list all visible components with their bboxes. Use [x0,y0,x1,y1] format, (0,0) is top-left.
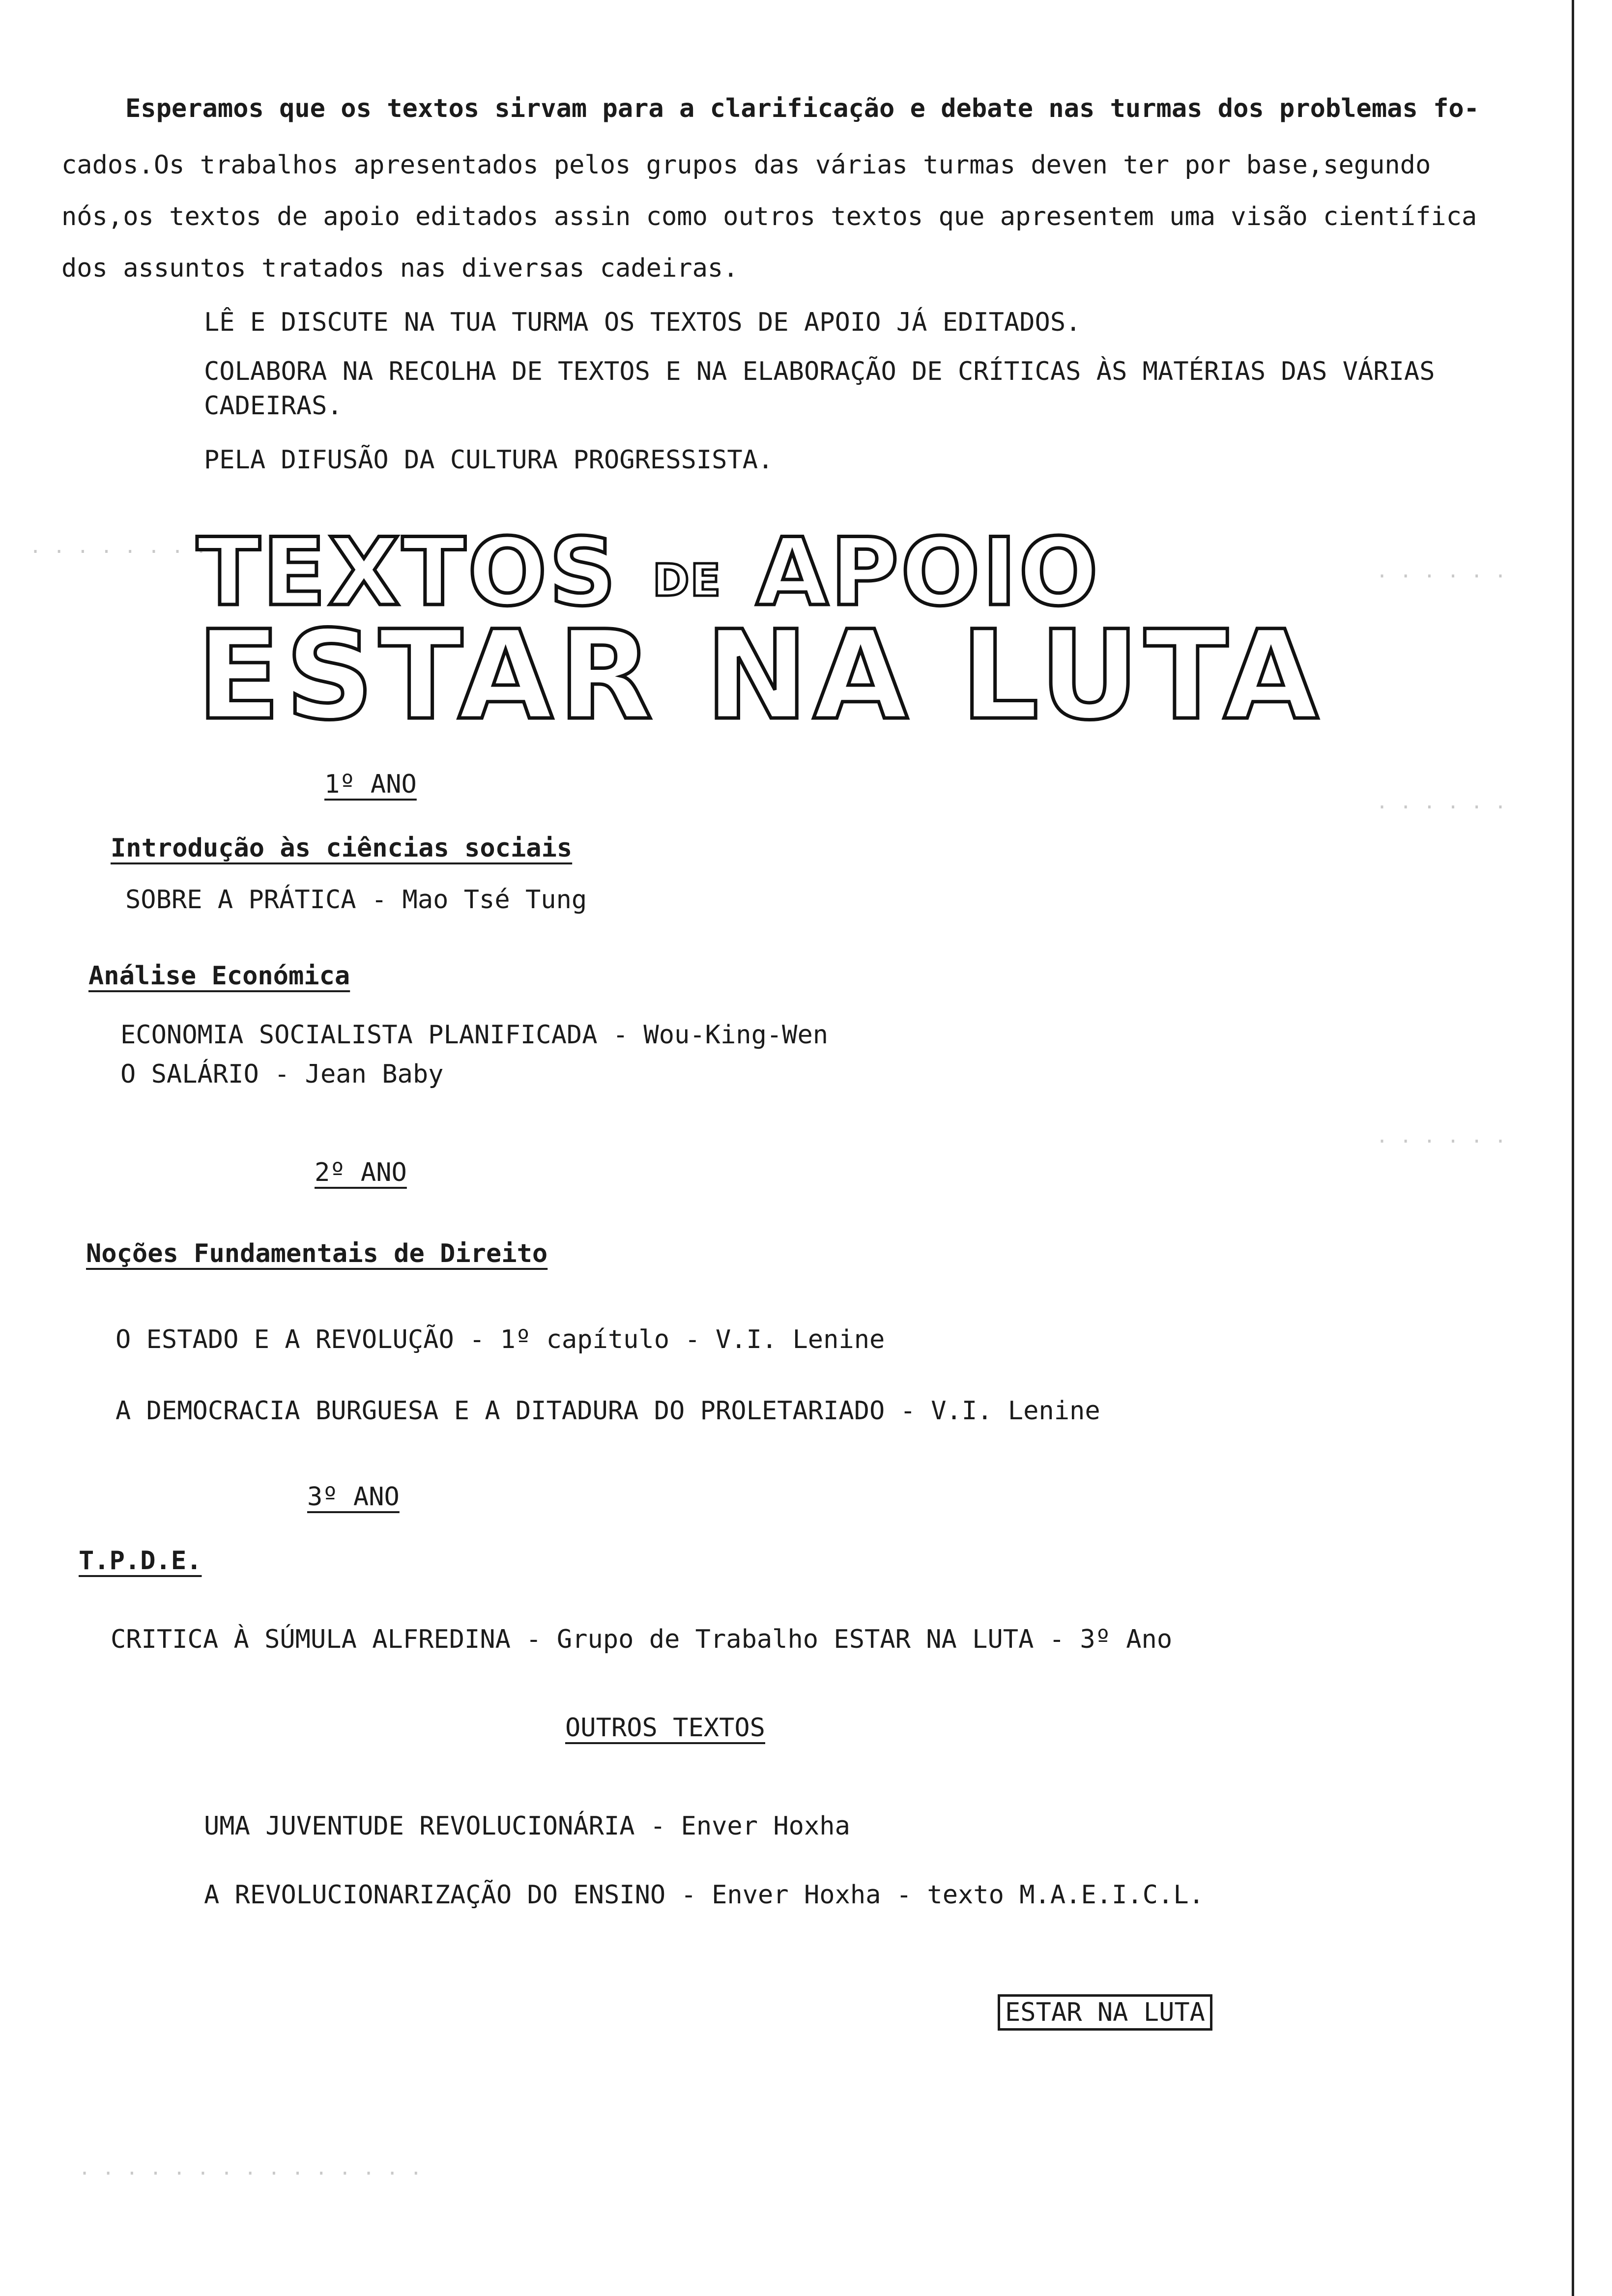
bleed-through-text: · · · · · · [1376,796,1506,819]
year1-subject-economics: Análise Económica [88,961,350,991]
list-item: SOBRE A PRÁTICA - Mao Tsé Tung [125,885,587,915]
masthead-word-de: DE [653,555,722,606]
list-item: O ESTADO E A REVOLUÇÃO - 1º capítulo - V.I. Lenine [115,1325,885,1354]
list-item: CRITICA À SÚMULA ALFREDINA - Grupo de Trabalho ESTAR NA LUTA - 3º Ano [111,1625,1173,1654]
year3-heading: 3º ANO [307,1482,400,1512]
bleed-through-text: · · · · · · · · · · · · · · · [79,2162,422,2185]
slogan-discuss: LÊ E DISCUTE NA TUA TURMA OS TEXTOS DE APOIO JÁ EDITADOS. [204,308,1081,337]
year1-heading: 1º ANO [324,770,417,799]
slogan-culture: PELA DIFUSÃO DA CULTURA PROGRESSISTA. [204,445,774,475]
year3-subject-tpde: T.P.D.E. [79,1546,202,1576]
signature-stamp: ESTAR NA LUTA [998,1994,1212,2031]
bleed-through-text: · · · · · · · · · [29,541,231,563]
list-item: A DEMOCRACIA BURGUESA E A DITADURA DO PROLETARIADO - V.I. Lenine [115,1396,1100,1426]
intro-line-3: nós,os textos de apoio editados assin como outros textos que apresentem uma visão científica [61,202,1477,231]
list-item: UMA JUVENTUDE REVOLUCIONÁRIA - Enver Hoxha [204,1811,850,1841]
bleed-through-text: · · · · · · [1376,1130,1506,1153]
year1-subject-social-sciences: Introdução às ciências sociais [111,833,573,863]
masthead-word-textos: TEXTOS [197,518,618,627]
masthead-title [197,518,1324,747]
bleed-through-text: · · · · · · [1376,565,1506,588]
slogan-collaborate: COLABORA NA RECOLHA DE TEXTOS E NA ELABORAÇÃO DE CRÍTICAS ÀS MATÉRIAS DAS VÁRIAS [204,357,1435,386]
list-item: O SALÁRIO - Jean Baby [120,1060,444,1089]
slogan-collaborate-cont: CADEIRAS. [204,391,343,421]
masthead-word-apoio: APOIO [756,518,1100,627]
masthead-line-2: ESTAR NA LUTA [197,604,1324,747]
list-item: A REVOLUCIONARIZAÇÃO DO ENSINO - Enver Hoxha - texto M.A.E.I.C.L. [204,1880,1204,1910]
intro-line-2: cados.Os trabalhos apresentados pelos grupos das várias turmas deven ter por base,segundo [61,150,1431,180]
year2-heading: 2º ANO [315,1158,407,1187]
intro-line-1: Esperamos que os textos sirvam para a clarificação e debate nas turmas dos problemas fo- [125,94,1479,123]
others-heading: OUTROS TEXTOS [565,1713,765,1743]
page-edge-line [1572,0,1574,2296]
list-item: ECONOMIA SOCIALISTA PLANIFICADA - Wou-King-Wen [120,1020,829,1050]
year2-subject-law: Noções Fundamentais de Direito [86,1239,548,1268]
intro-line-4: dos assuntos tratados nas diversas cadeiras. [61,254,739,283]
